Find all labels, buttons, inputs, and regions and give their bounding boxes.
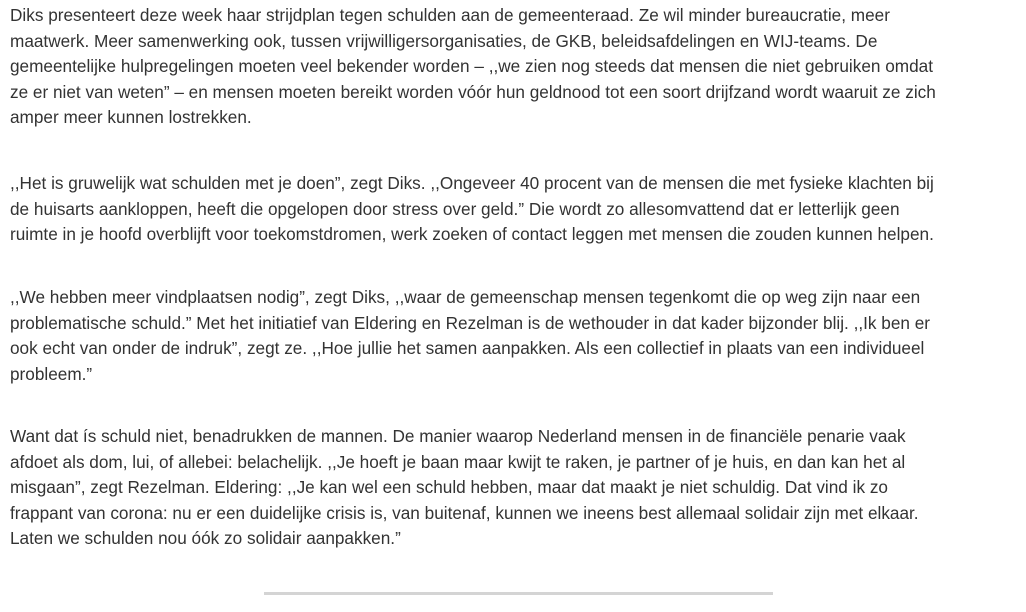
paragraph-line: maatwerk. Meer samenwerking ook, tussen vrijwilligersorganisaties, de GKB, beleidsafdelingen en WIJ-teams. De <box>10 30 878 51</box>
paragraph-line: Laten we schulden nou óók zo solidair aanpakken.” <box>10 528 401 548</box>
paragraph-line: de huisarts aankloppen, heeft die opgelopen door stress over geld.” Die wordt zo allesomvattend dat er letterlijk geen <box>10 198 900 219</box>
paragraph-line: ruimte in je hoofd overblijft voor toekomstdromen, werk zoeken of contact leggen met mensen die zouden kunnen helpen. <box>10 224 934 244</box>
paragraph-line: ook echt van onder de indruk”, zegt ze. ,,Hoe jullie het samen aanpakken. Als een collectief in plaats van een individueel <box>10 338 925 358</box>
paragraph-1 <box>10 3 1022 131</box>
paragraph-line: probleem.” <box>10 363 93 384</box>
paragraph-line: amper meer kunnen lostrekken. <box>10 107 252 127</box>
paragraph-line: gemeentelijke hulpregelingen moeten veel bekender worden – ,,we zien nog steeds dat mensen die niet gebruiken omdat <box>10 56 933 76</box>
paragraph-line: misgaan”, zegt Rezelman. Eldering: ,,Je kan wel een schuld hebben, maar dat maakt je niet schuldig. Dat vind ik zo <box>10 477 888 497</box>
paragraph-line: frappant van corona: nu er een duidelijke crisis is, van buitenaf, kunnen we ineens best allemaal solidair zijn met elkaar. <box>10 502 919 523</box>
paragraph-line: Diks presenteert deze week haar strijdplan tegen schulden aan de gemeenteraad. Ze wil minder bureaucratie, meer <box>10 5 890 25</box>
paragraph-line: ,,Het is gruwelijk wat schulden met je doen”, zegt Diks. ,,Ongeveer 40 procent van de mensen die met fysieke klachten bij <box>10 173 934 193</box>
paragraph-line: problematische schuld.” Met het initiatief van Eldering en Rezelman is de wethouder in dat kader bijzonder blij. ,,Ik ben er <box>10 312 931 333</box>
paragraph-line: afdoet als dom, lui, of allebei: belachelijk. ,,Je hoeft je baan maar kwijt te raken, je partner of je huis, en dan kan het al <box>10 451 906 472</box>
paragraph-4 <box>10 424 1022 552</box>
paragraph-3 <box>10 285 1022 387</box>
paragraph-line: ,,We hebben meer vindplaatsen nodig”, zegt Diks, ,,waar de gemeenschap mensen tegenkomt die op weg zijn naar een <box>10 287 921 307</box>
paragraph-2 <box>10 171 1022 248</box>
paragraph-line: ze er niet van weten” – en mensen moeten bereikt worden vóór hun geldnood tot een soort drijfzand wordt waaruit ze zich <box>10 81 936 102</box>
paragraph-line: Want dat ís schuld niet, benadrukken de mannen. De manier waarop Nederland mensen in de financiële penarie vaak <box>10 426 906 446</box>
section-divider <box>264 592 773 595</box>
